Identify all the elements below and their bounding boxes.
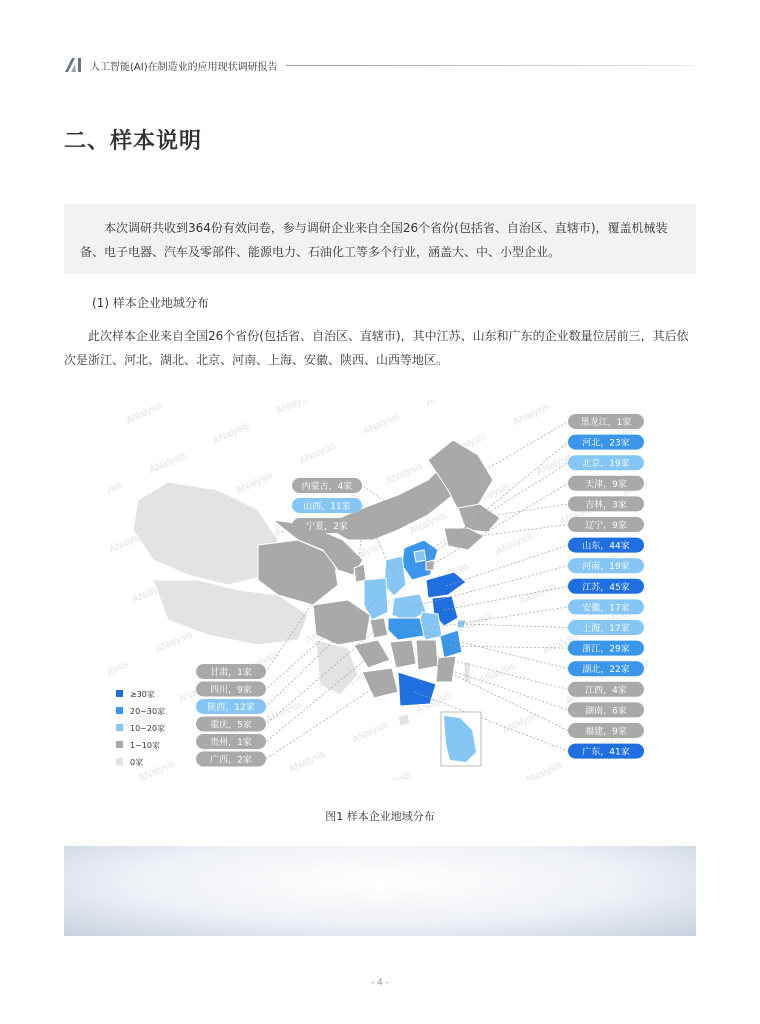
header-title: 人工智能(AI)在制造业的应用现状调研报告: [90, 61, 278, 73]
figure-caption: 图1 样本企业地域分布: [325, 810, 435, 823]
right-label-text: 安徽，17家: [582, 603, 630, 614]
legend-swatch: [116, 707, 123, 714]
right-label-text: 北京，19家: [582, 459, 630, 470]
right-label-text: 浙江，29家: [582, 644, 630, 655]
right-label-text: 江西，4家: [585, 685, 627, 696]
right-label-text: 吉林，3家: [585, 500, 627, 511]
subheading: (1) 样本企业地域分布: [92, 296, 209, 310]
legend-label: 1~10家: [130, 741, 160, 750]
legend-swatch: [116, 741, 123, 748]
right-label-text: 山东，44家: [582, 541, 630, 552]
legend-label: ≥30家: [130, 690, 155, 699]
right-label-text: 天津，9家: [585, 479, 627, 490]
bottomleft-label-text: 重庆，5家: [210, 720, 252, 731]
legend-label: 20~30家: [130, 707, 166, 716]
right-label-text: 湖北，22家: [582, 665, 630, 676]
legend-label: 10~20家: [130, 724, 166, 733]
legend-swatch: [116, 724, 123, 731]
map-svg: [108, 400, 648, 780]
ai-logo-icon: [64, 57, 84, 73]
bottomleft-label-text: 广西，2家: [210, 755, 252, 766]
province-fujian: [436, 656, 456, 682]
bottomleft-label-text: 四川，9家: [210, 685, 252, 696]
topleft-label-text: 宁夏，2家: [306, 522, 348, 532]
section-title: 二、样本说明: [64, 129, 203, 154]
body-paragraph: 此次样本企业来自全国26个省份(包括省、自治区、直辖市)，其中江苏、山东和广东的企业数量位居前三，其后依次是浙江、河北、湖北、北京、河南、上海、安徽、陕西、山西等地区。: [64, 329, 689, 367]
province-tianjin: [426, 560, 434, 570]
bottomleft-label-text: 贵州，1家: [210, 738, 252, 748]
bottomleft-label-text: 甘肃，1家: [210, 668, 252, 678]
topleft-label-text: 内蒙古，4家: [301, 482, 353, 492]
summary-box: [64, 204, 696, 274]
province-jiangxi: [416, 640, 438, 670]
right-label-text: 湖南，6家: [585, 706, 627, 717]
province-hainan: [398, 714, 410, 726]
topleft-label-text: 山西，11家: [303, 502, 351, 512]
summary-text: 本次调研共收到364份有效问卷，参与调研企业来自全国26个省份(包括省、自治区、直辖市)，覆盖机械装备、电子电器、汽车及零部件、能源电力、石油化工等多个行业，涵盖大、中、小型企业。: [80, 221, 668, 259]
right-label-text: 河北，23家: [582, 438, 630, 449]
bottom-decoration: [64, 846, 696, 936]
right-label-text: 江苏，45家: [582, 582, 630, 593]
legend-label: 0家: [130, 758, 144, 767]
right-label-text: 广东，41家: [582, 747, 630, 758]
legend-swatch: [116, 690, 123, 697]
legend-swatch: [116, 758, 123, 765]
report-header: [64, 56, 694, 74]
right-label-text: 黑龙江，1家: [580, 418, 632, 428]
page-number: - 4 -: [371, 978, 389, 988]
china-map-figure: [108, 400, 648, 780]
right-label-text: 河南，19家: [582, 562, 630, 573]
south-china-sea-inset: [441, 712, 481, 766]
bottomleft-label-text: 陕西，12家: [207, 703, 255, 713]
right-label-text: 辽宁，9家: [585, 521, 627, 531]
header-divider: [286, 65, 694, 66]
right-label-text: 福建，9家: [585, 727, 627, 737]
right-label-text: 上海，17家: [582, 624, 630, 634]
